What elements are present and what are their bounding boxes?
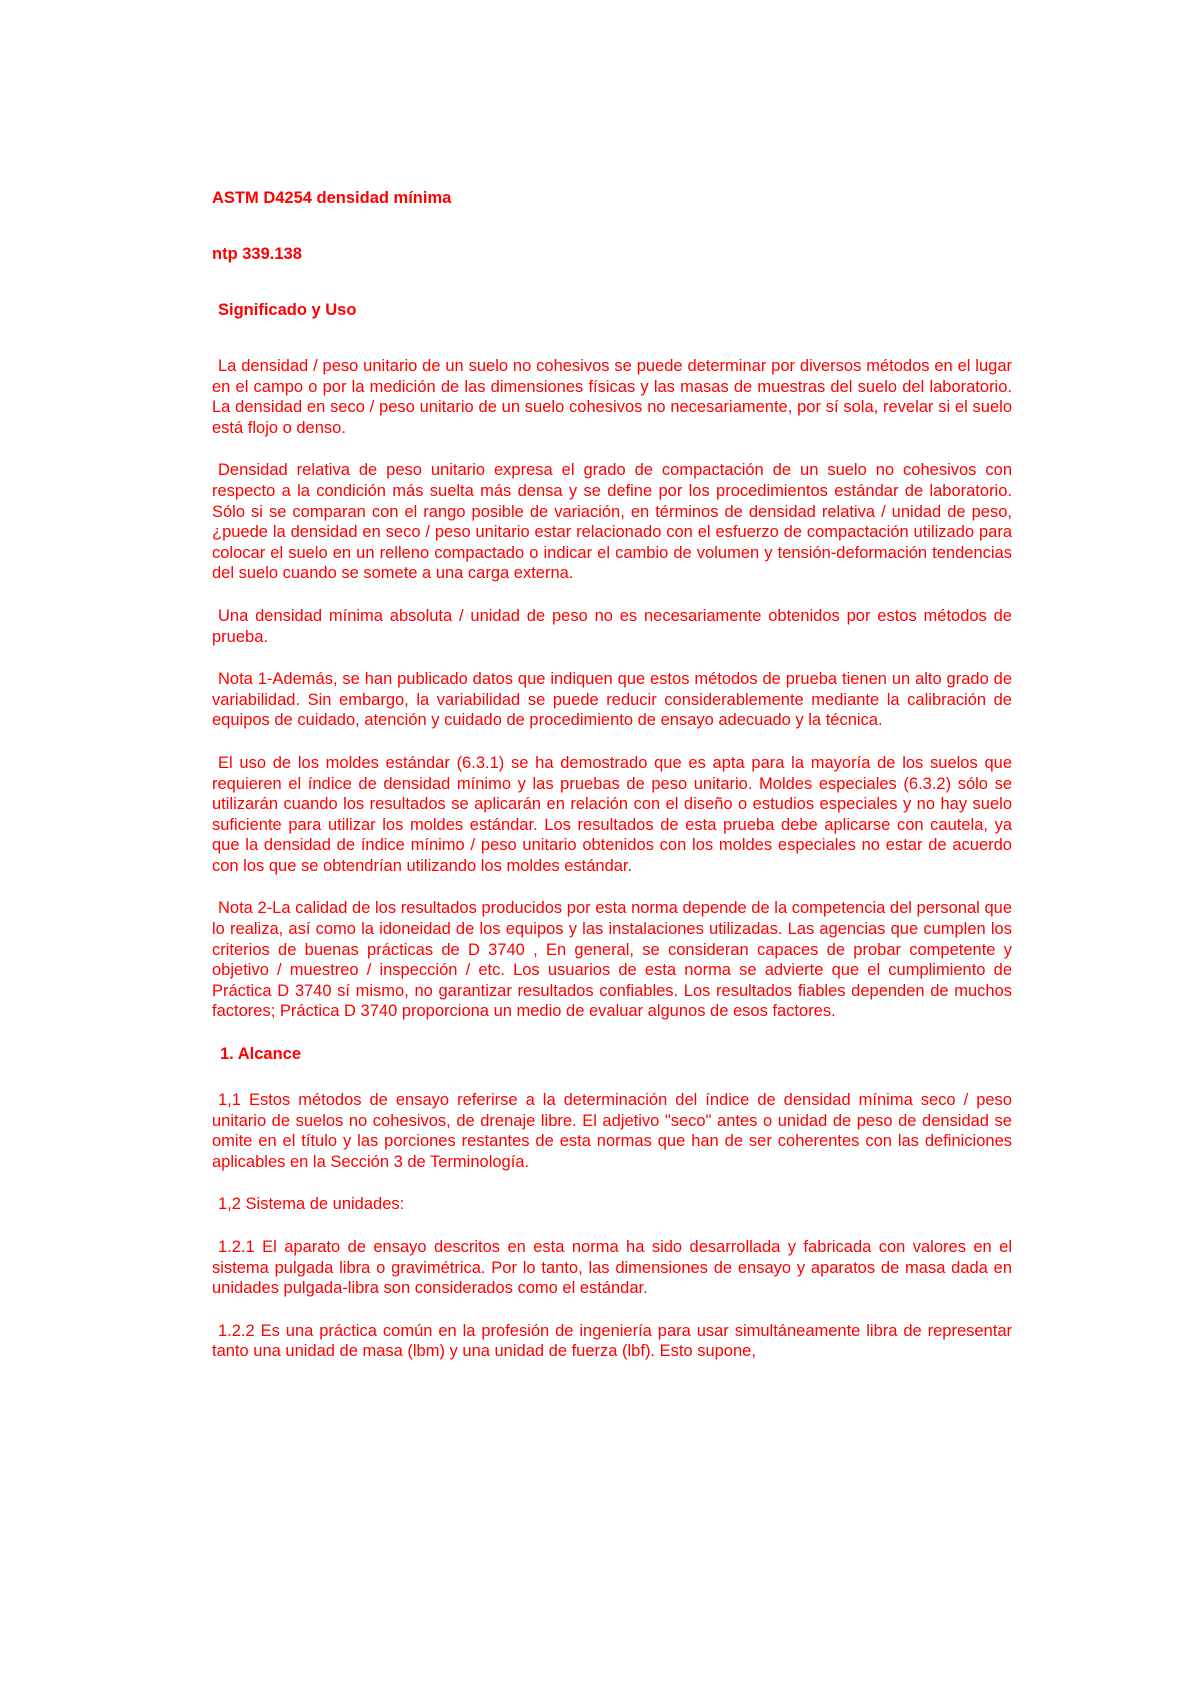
- paragraph-text: 1.2.2 Es una práctica común en la profesión de ingeniería para usar simultáneamente libra de representar tanto una unidad de masa (lbm) y una unidad de fuerza (lbf). Esto supone,: [212, 1321, 1012, 1361]
- paragraph-text: 1.2.1 El aparato de ensayo descritos en esta norma ha sido desarrollada y fabricada con valores en el sistema pulgada libra o gravimétrica. Por lo tanto, las dimensiones de ensayo y aparatos de masa dada en unidades pulgada-libra son considerados como el estándar.: [212, 1238, 1012, 1298]
- note-paragraph: [212, 898, 1012, 1022]
- paragraph-text: 1,1 Estos métodos de ensayo referirse a la determinación del índice de densidad mínima seco / peso unitario de suelos no cohesivos, de drenaje libre. El adjetivo "seco" antes o unidad de peso de densidad se omite en el título y las porciones restantes de esta normas que han de ser coherentes con las definiciones aplicables en la Sección 3 de Terminología.: [212, 1091, 1012, 1171]
- paragraph: [212, 1321, 1012, 1362]
- section-heading-significance: Significado y Uso: [218, 301, 357, 319]
- paragraph-text: 1,2 Sistema de unidades:: [218, 1195, 405, 1214]
- paragraph: [212, 1194, 1012, 1215]
- paragraph: [212, 753, 1012, 877]
- paragraph-text: Densidad relativa de peso unitario expresa el grado de compactación de un suelo no cohesivos con respecto a la condición más suelta más densa y se define por los procedimientos estándar de laboratorio. Sólo si se comparan con el rango posible de variación, en términos de densidad relativa / unidad de peso, ¿puede la densidad en seco / peso unitario estar relacionado con el esfuerzo de compactación utilizado para colocar el suelo en un relleno compactado o indicar el cambio de volumen y tensión-deformación tendencias del suelo cuando se somete a una carga externa.: [212, 461, 1012, 583]
- paragraph-text: Nota 2-La calidad de los resultados producidos por esta norma depende de la competencia del personal que lo realiza, así como la idoneidad de los equipos y las instalaciones utilizadas. Las agencias que cumplen los criterios de buenas prácticas de D 3740 , En general, se consideran capaces de probar competente y objetivo / muestreo / inspección / etc. Los usuarios de esta norma se advierte que el cumplimiento de Práctica D 3740 sí mismo, no garantizar resultados confiables. Los resultados fiables dependen de muchos factores; Práctica D 3740 proporciona un medio de evaluar algunos de esos factores.: [212, 899, 1012, 1021]
- paragraph-text: Una densidad mínima absoluta / unidad de peso no es necesariamente obtenidos por estos métodos de prueba.: [212, 606, 1012, 646]
- paragraph-text: El uso de los moldes estándar (6.3.1) se ha demostrado que es apta para la mayoría de los suelos que requieren el índice de densidad mínimo y las pruebas de peso unitario. Moldes especiales (6.3.2) sólo se utilizarán cuando los resultados se aplicarán en relación con el diseño o estudios especiales y no hay suelo suficiente para utilizar los moldes estándar. Los resultados de esta prueba debe aplicarse con cautela, ya que la densidad de índice mínimo / peso unitario obtenidos con los moldes especiales no estar de acuerdo con los que se obtendrían utilizando los moldes estándar.: [212, 753, 1012, 875]
- paragraph: [212, 356, 1012, 438]
- paragraph-text: Nota 1-Además, se han publicado datos que indiquen que estos métodos de prueba tienen un alto grado de variabilidad. Sin embargo, la variabilidad se puede reducir considerablemente mediante la calibración de equipos de cuidado, atención y cuidado de procedimiento de ensayo adecuado y la técnica.: [212, 670, 1012, 730]
- document-subtitle: ntp 339.138: [212, 245, 302, 263]
- paragraph: [212, 460, 1012, 584]
- paragraph-text: La densidad / peso unitario de un suelo no cohesivos se puede determinar por diversos métodos en el lugar en el campo o por la medición de las dimensiones físicas y las masas de muestras del suelo del laboratorio. La densidad en seco / peso unitario de un suelo cohesivos no necesariamente, por sí sola, revelar si el suelo está flojo o denso.: [212, 357, 1012, 437]
- section-heading-scope: 1. Alcance: [220, 1045, 302, 1064]
- paragraph: [212, 1090, 1012, 1172]
- note-paragraph: [212, 669, 1012, 731]
- document-page: [212, 188, 1012, 1384]
- paragraph: [212, 1237, 1012, 1299]
- document-title: ASTM D4254 densidad mínima: [212, 189, 452, 207]
- paragraph: [212, 606, 1012, 647]
